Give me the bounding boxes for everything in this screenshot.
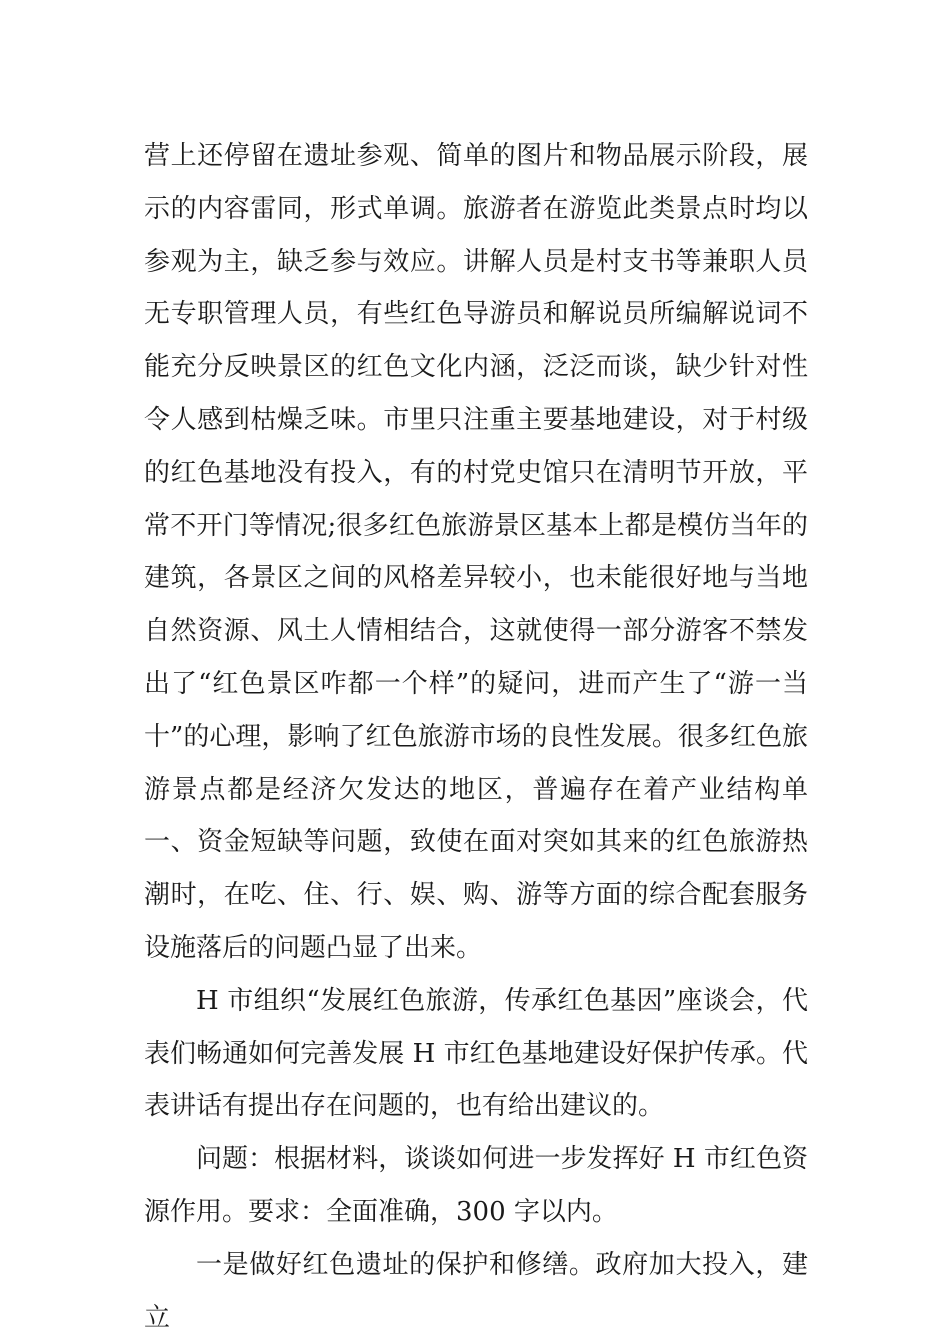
document-body	[144, 130, 808, 1344]
paragraph-answer-start: 一是做好红色遗址的保护和修缮。政府加大投入，建立	[144, 1249, 808, 1333]
paragraph-question: 问题：根据材料，谈谈如何进一步发挥好 H 市红色资源作用。要求：全面准确，300 字以内。	[144, 1144, 808, 1227]
paragraph-symposium: H 市组织“发展红色旅游，传承红色基因”座谈会，代表们畅通如何完善发展 H 市红色基地建设好保护传承。代表讲话有提出存在问题的，也有给出建议的。	[144, 985, 808, 1122]
paragraph-continued-problems: 营上还停留在遗址参观、简单的图片和物品展示阶段，展示的内容雷同，形式单调。旅游者在游览此类景点时均以参观为主，缺乏参与效应。讲解人员是村支书等兼职人员无专职管理人员，有些红色导游员和解说员所编解说词不能充分反映景区的红色文化内涵，泛泛而谈，缺少针对性令人感到枯燥乏味。市里只注重主要基地建设，对于村级的红色基地没有投入，有的村党史馆只在清明节开放，平常不开门等情况;很多红色旅游景区基本上都是模仿当年的建筑，各景区之间的风格差异较小，也未能很好地与当地自然资源、风土人情相结合，这就使得一部分游客不禁发出了“红色景区咋都一个样”的疑问，进而产生了“游一当十”的心理，影响了红色旅游市场的良性发展。很多红色旅游景点都是经济欠发达的地区，普遍存在着产业结构单一、资金短缺等问题，致使在面对突如其来的红色旅游热潮时，在吃、住、行、娱、购、游等方面的综合配套服务设施落后的问题凸显了出来。	[144, 141, 808, 963]
